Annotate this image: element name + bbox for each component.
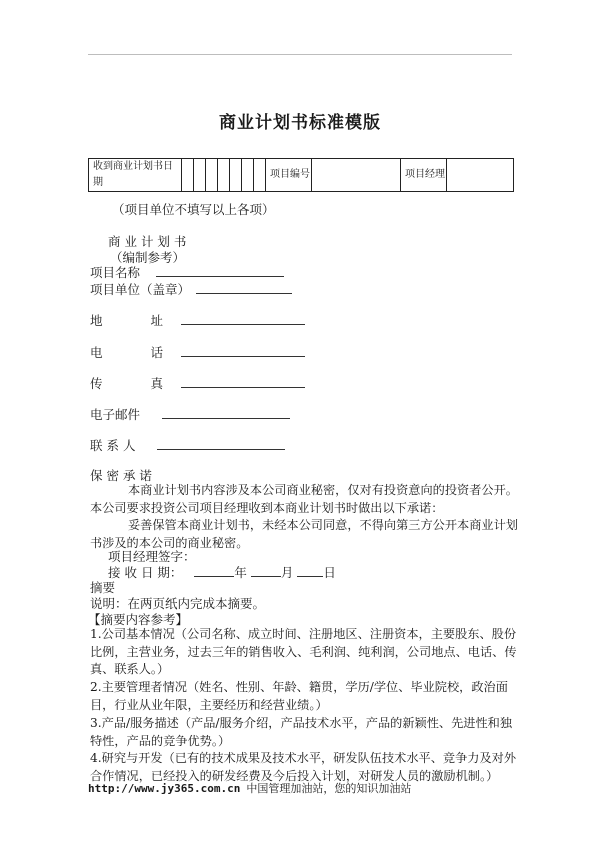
contact-row <box>90 436 285 454</box>
confidential-heading: 保 密 承 诺 <box>90 468 152 483</box>
fax-field[interactable] <box>181 375 305 388</box>
month-label: 月 <box>280 565 294 580</box>
signature-label: 项目经理签字： <box>108 549 196 564</box>
phone-label-a: 电 <box>90 345 103 360</box>
confidential-para-1: 本商业计划书内容涉及本公司商业秘密，仅对有投资意向的投资者公开。本公司要求投资公司项目经理收到本商业计划书时做出以下承诺： <box>90 483 518 515</box>
date-box[interactable] <box>182 159 194 192</box>
fax-label-b: 真 <box>150 376 163 391</box>
project-unit-field[interactable] <box>196 281 292 294</box>
phone-row <box>90 343 305 361</box>
email-field[interactable] <box>162 406 290 419</box>
page-title: 商业计划书标准模版 <box>219 113 381 133</box>
received-date-label-2: 接 收 日 期： <box>108 565 183 580</box>
received-date-row <box>108 563 336 581</box>
received-date-label: 收到商业计划书日期 <box>89 159 182 192</box>
summary-item-2: 2.主要管理者情况（姓名、性别、年龄、籍贯，学历/学位、毕业院校，政治面目，行业从业年限，主要经历和经营业绩。） <box>90 680 508 712</box>
address-label-b: 址 <box>150 313 163 328</box>
project-manager-label: 项目经理 <box>401 159 447 192</box>
address-field[interactable] <box>181 312 305 325</box>
fill-note: （项目单位不填写以上各项） <box>112 202 275 217</box>
summary-item-4: 4.研究与开发（已有的技术成果及技术水平，研发队伍技术水平、竞争力及对外合作情况，已经投入的研发经费及今后投入计划，对研发人员的激励机制。） <box>90 751 517 783</box>
email-label: 电子邮件 <box>90 407 141 422</box>
project-name-field[interactable] <box>156 264 284 277</box>
project-unit-row <box>90 280 292 298</box>
summary-item-3: 3.产品/服务描述（产品/服务介绍，产品技术水平，产品的新颖性、先进性和独特性，产品的竞争优势。） <box>90 716 513 748</box>
project-unit-label: 项目单位（盖章） <box>90 282 191 297</box>
contact-label: 联 系 人 <box>90 438 136 453</box>
project-number-field[interactable] <box>312 159 401 192</box>
project-number-label: 项目编号 <box>266 159 312 192</box>
contact-field[interactable] <box>157 437 285 450</box>
email-row <box>90 405 290 423</box>
fax-row <box>90 374 305 392</box>
date-box[interactable] <box>254 159 266 192</box>
phone-label-b: 话 <box>150 345 163 360</box>
project-manager-field[interactable] <box>447 159 514 192</box>
footer <box>88 780 411 796</box>
footer-url[interactable]: http://www.jy365.com.cn <box>88 782 241 795</box>
top-rule <box>88 54 512 55</box>
fax-label-a: 传 <box>90 376 103 391</box>
summary-reference-heading: 【摘要内容参考】 <box>88 612 189 627</box>
project-name-label: 项目名称 <box>90 265 141 280</box>
plan-heading: 商 业 计 划 书 <box>108 234 187 249</box>
plan-subheading: （编制参考） <box>110 250 186 265</box>
phone-field[interactable] <box>181 344 305 357</box>
year-field[interactable] <box>194 564 234 577</box>
year-label: 年 <box>234 565 247 580</box>
project-name-row <box>90 263 284 281</box>
summary-heading: 摘要 <box>90 580 116 595</box>
footer-slogan: 中国管理加油站，您的知识加油站 <box>246 782 412 795</box>
confidential-para-2: 妥善保管本商业计划书，未经本公司同意，不得向第三方公开本商业计划书涉及的本公司的商业秘密。 <box>90 518 518 550</box>
date-box[interactable] <box>230 159 242 192</box>
date-box[interactable] <box>242 159 254 192</box>
address-row <box>90 311 305 329</box>
address-label-a: 地 <box>90 313 103 328</box>
date-box[interactable] <box>218 159 230 192</box>
info-table <box>88 158 514 192</box>
day-label: 日 <box>323 565 336 580</box>
month-field[interactable] <box>251 564 281 577</box>
summary-note: 说明：在两页纸内完成本摘要。 <box>90 596 266 611</box>
date-box[interactable] <box>194 159 206 192</box>
day-field[interactable] <box>297 564 323 577</box>
summary-item-1: 1.公司基本情况（公司名称、成立时间、注册地区、注册资本，主要股东、股份比例，主营业务，过去三年的销售收入、毛利润、纯利润，公司地点、电话、传真、联系人。） <box>90 627 517 677</box>
date-box[interactable] <box>206 159 218 192</box>
